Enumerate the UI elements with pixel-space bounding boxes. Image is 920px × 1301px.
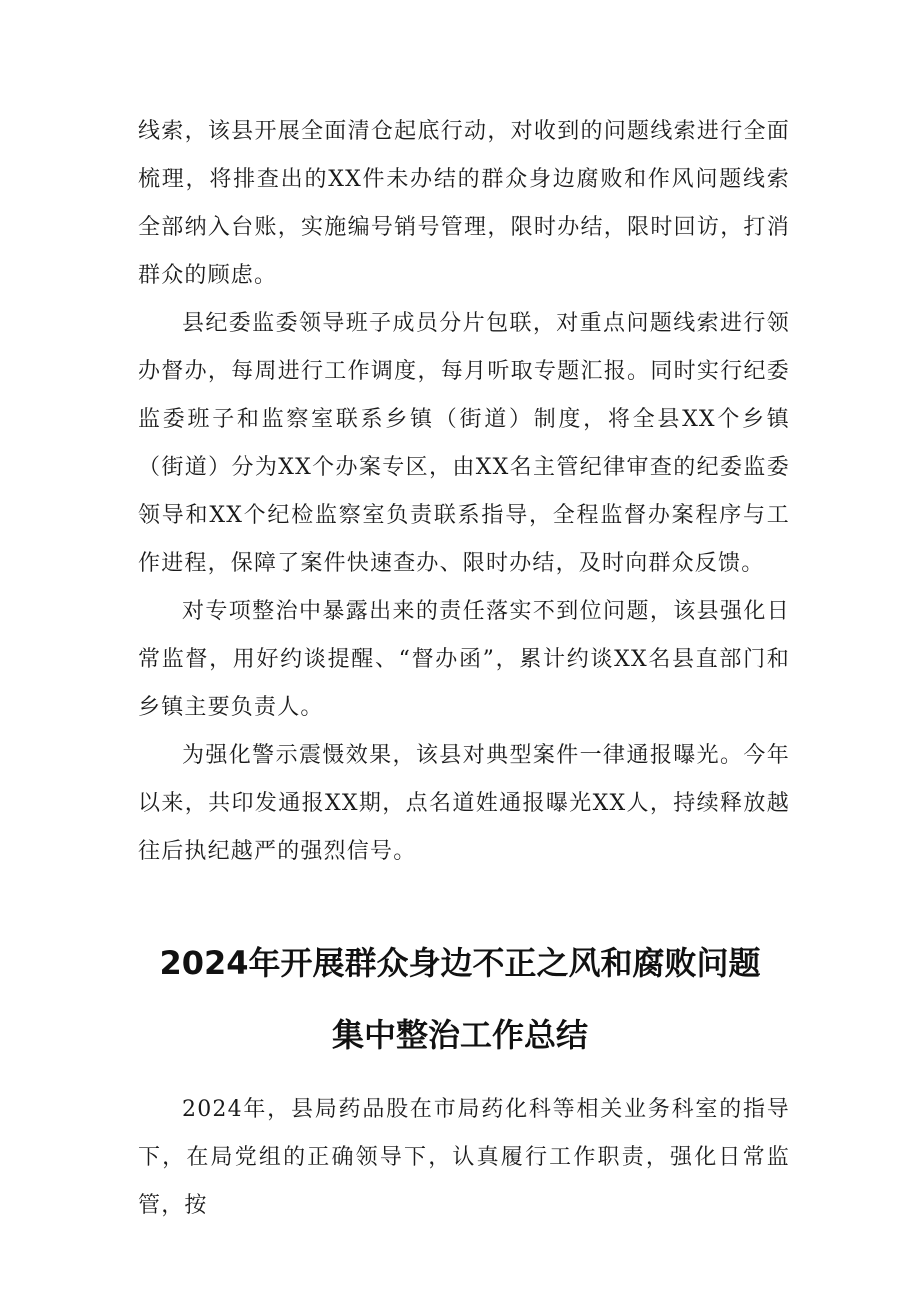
document-title-line-2: 集中整治工作总结 (331, 1016, 588, 1054)
document-title-line-1: 2024年开展群众身边不正之风和腐败问题 (159, 944, 761, 982)
paragraph-warning-exposure: 为强化警示震慑效果，该县对典型案件一律通报曝光。今年以来，共印发通报XX期，点名道姓通报曝光XX人，持续释放越往后执纪越严的强烈信号。 (138, 743, 790, 864)
paragraph-summary-intro: 2024年，县局药品股在市局药化科等相关业务科室的指导下，在局党组的正确领导下，认真履行工作职责，强化日常监管，按 (138, 1097, 790, 1218)
paragraph-supervision: 对专项整治中暴露出来的责任落实不到位问题，该县强化日常监督，用好约谈提醒、“督办函”，累计约谈XX名县直部门和乡镇主要负责人。 (138, 599, 790, 720)
paragraph-continuation: 线索，该县开展全面清仓起底行动，对收到的问题线索进行全面梳理，将排查出的XX件未办结的群众身边腐败和作风问题线索全部纳入台账，实施编号销号管理，限时办结，限时回访，打消群众的顾虑。 (138, 119, 790, 288)
paragraph-leadership-liaison: 县纪委监委领导班子成员分片包联，对重点问题线索进行领办督办，每周进行工作调度，每月听取专题汇报。同时实行纪委监委班子和监察室联系乡镇（街道）制度，将全县XX个乡镇（街道）分为XX个办案专区，由XX名主管纪律审查的纪委监委领导和XX个纪检监察室负责联系指导，全程监督办案程序与工作进程，保障了案件快速查办、限时办结，及时向群众反馈。 (138, 311, 790, 576)
